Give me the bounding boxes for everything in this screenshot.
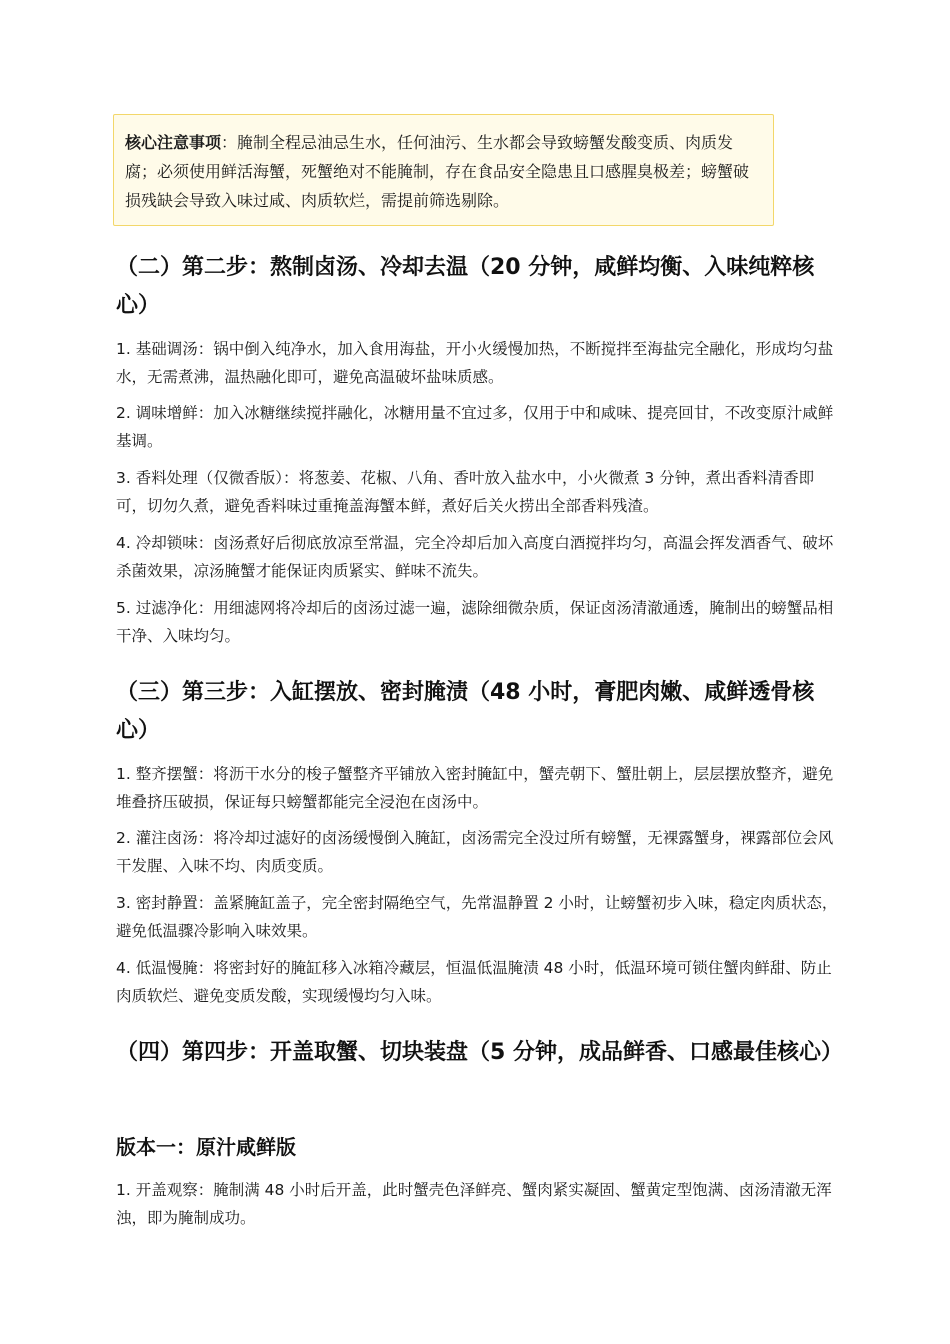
section3-item: 1. 整齐摆蟹：将沥干水分的梭子蟹整齐平铺放入密封腌缸中，蟹壳朝下、蟹肚朝上，层层摆放整齐，避免堆叠挤压破损，保证每只螃蟹都能完全浸泡在卤汤中。 bbox=[116, 765, 834, 811]
section3-item: 4. 低温慢腌：将密封好的腌缸移入冰箱冷藏层，恒温低温腌渍 48 小时，低温环境可锁住蟹肉鲜甜、防止肉质软烂、避免变质发酸，实现缓慢均匀入味。 bbox=[116, 959, 832, 1005]
callout-text: ：腌制全程忌油忌生水，任何油污、生水都会导致螃蟹发酸变质、肉质发腐；必须使用鲜活海蟹，死蟹绝对不能腌制，存在食品安全隐患且口感腥臭极差；螃蟹破损残缺会导致入味过咸、肉质软烂，需提前筛选剔除。 bbox=[125, 133, 750, 210]
version-subheading: 版本一：原汁咸鲜版 bbox=[116, 1135, 296, 1159]
section3-item: 2. 灌注卤汤：将冷却过滤好的卤汤缓慢倒入腌缸，卤汤需完全没过所有螃蟹，无裸露蟹身，裸露部位会风干发腥、入味不均、肉质变质。 bbox=[116, 829, 834, 875]
section3-heading: （三）第三步：入缸摆放、密封腌渍（48 小时，膏肥肉嫩、咸鲜透骨核心） bbox=[116, 680, 815, 743]
section2-item: 1. 基础调汤：锅中倒入纯净水，加入食用海盐，开小火缓慢加热，不断搅拌至海盐完全融化，形成均匀盐水，无需煮沸，温热融化即可，避免高温破坏盐味质感。 bbox=[116, 340, 834, 386]
section2-item: 4. 冷却锁味：卤汤煮好后彻底放凉至常温，完全冷却后加入高度白酒搅拌均匀，高温会挥发酒香气、破坏杀菌效果，凉汤腌蟹才能保证肉质紧实、鲜味不流失。 bbox=[116, 534, 834, 580]
section3-item: 3. 密封静置：盖紧腌缸盖子，完全密封隔绝空气，先常温静置 2 小时，让螃蟹初步入味，稳定肉质状态，避免低温骤冷影响入味效果。 bbox=[116, 894, 838, 940]
section4-heading: （四）第四步：开盖取蟹、切块装盘（5 分钟，成品鲜香、口感最佳核心） bbox=[116, 1040, 843, 1065]
callout-label: 核心注意事项 bbox=[125, 133, 222, 152]
section2-item: 5. 过滤净化：用细滤网将冷却后的卤汤过滤一遍，滤除细微杂质，保证卤汤清澈通透，腌制出的螃蟹品相干净、入味均匀。 bbox=[116, 599, 834, 645]
section4-item: 1. 开盖观察：腌制满 48 小时后开盖，此时蟹壳色泽鲜亮、蟹肉紧实凝固、蟹黄定型饱满、卤汤清澈无浑浊，即为腌制成功。 bbox=[116, 1181, 832, 1227]
section2-item: 3. 香料处理（仅微香版）：将葱姜、花椒、八角、香叶放入盐水中，小火微煮 3 分钟，煮出香料清香即可，切勿久煮，避免香料味过重掩盖海蟹本鲜，煮好后关火捞出全部香料残渣。 bbox=[116, 469, 815, 515]
section2-item: 2. 调味增鲜：加入冰糖继续搅拌融化，冰糖用量不宜过多，仅用于中和咸味、提亮回甘，不改变原汁咸鲜基调。 bbox=[116, 404, 834, 450]
section2-heading: （二）第二步：熬制卤汤、冷却去温（20 分钟，咸鲜均衡、入味纯粹核心） bbox=[116, 255, 815, 318]
key-notes-callout bbox=[113, 114, 774, 226]
